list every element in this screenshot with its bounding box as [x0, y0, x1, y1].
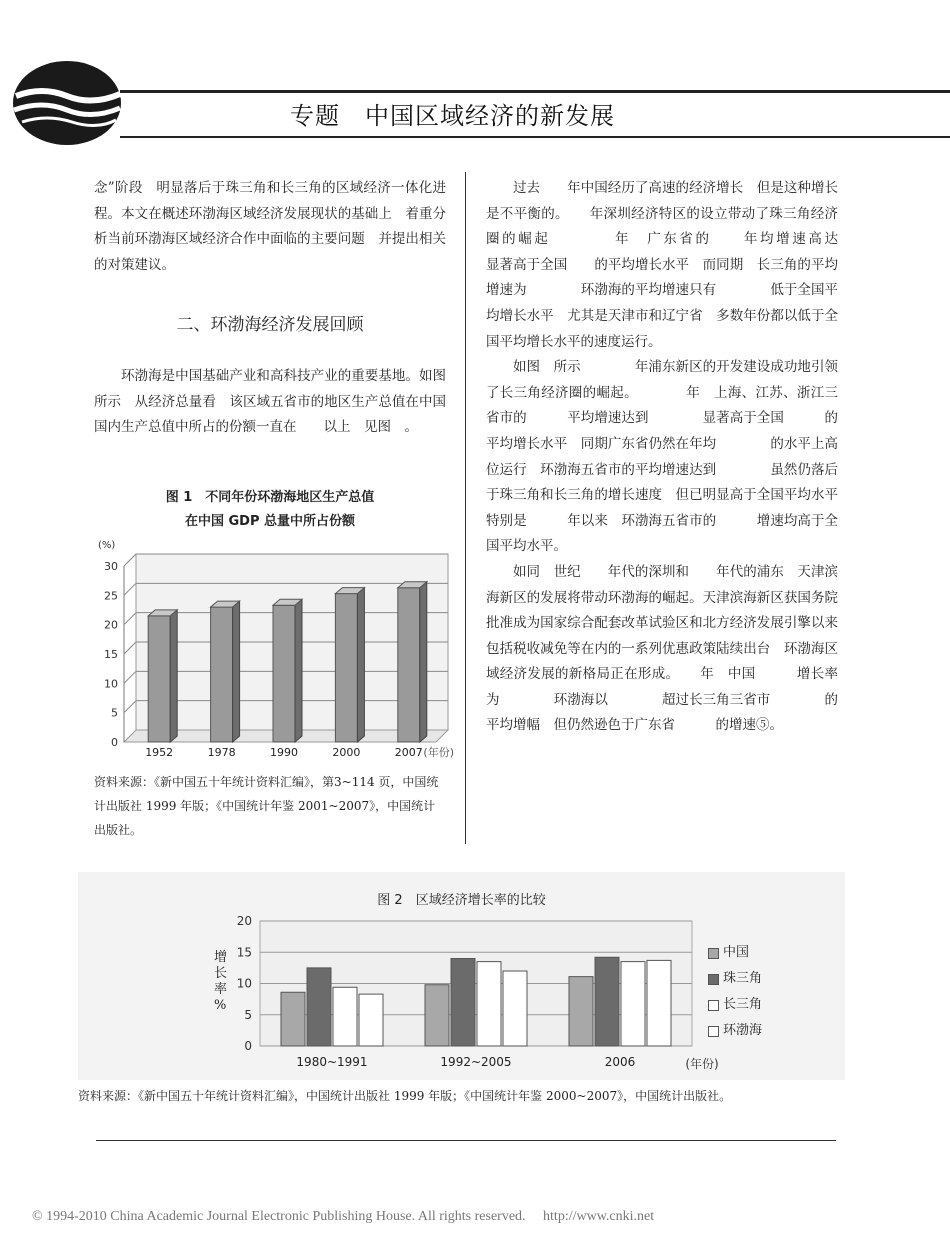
figure1-bar	[148, 616, 170, 742]
figure2-ylabel: 增长率 %	[214, 950, 228, 1013]
figure1-title	[94, 486, 446, 534]
figure1-xtick: 1978	[207, 746, 236, 759]
figure2-source: 资料来源：《新中国五十年统计资料汇编》，中国统计出版社 1999 年版；《中国统计年鉴 2000~2007》，中国统计出版社。	[78, 1089, 732, 1103]
figure2-bar	[647, 960, 671, 1046]
figure1-bar-side	[170, 610, 177, 742]
legend-label: 环渤海	[723, 1023, 763, 1038]
figure1-gridline-diag	[124, 583, 136, 595]
figure2-legend-item	[708, 940, 762, 966]
figure2-ytick: 20	[236, 914, 252, 928]
figure1-bar	[211, 607, 233, 742]
figure2-xtick: 1992~2005	[440, 1055, 512, 1069]
figure2-bar	[425, 985, 449, 1046]
figure1-ytick: 10	[104, 677, 118, 691]
page-title: 专题 中国区域经济的新发展	[290, 102, 615, 130]
figure1-chart	[94, 536, 454, 766]
figure2-ytick: 15	[236, 945, 252, 960]
figure2-bar	[359, 994, 383, 1046]
figure2-chart	[210, 912, 770, 1080]
figure1-source: 资料来源：《新中国五十年统计资料汇编》，第3~114 页，中国统计出版社 1999 年版；《中国统计年鉴 2001~2007》，中国统计出版社。	[94, 775, 439, 837]
figure1-bar-side	[295, 599, 302, 742]
figure1-gridline-diag	[124, 642, 136, 654]
right-paragraph-3: 如同 世纪 年代的深圳和 年代的浦东 天津滨海新区的发展将带动环渤海的崛起。天津滨海新区获国务院批准成为国家综合配套改革试验区和北方经济发展引擎以来 包括税收减免等在内的一系列优惠政策陆续出台 环渤海区域经济发展的新格局正在形成。 年 中国 增长率为 环渤海以 超过长三角三省市 的平均增幅 但仍然逊色于广东省 的增速⑤。	[486, 563, 852, 734]
figure1-gridline-diag	[124, 671, 136, 683]
figure1-ytick: 0	[111, 736, 118, 749]
figure2-bar	[307, 968, 331, 1046]
figure1-ytick: 15	[104, 648, 118, 661]
legend-label: 长三角	[723, 997, 763, 1012]
figure1-ytick: 30	[104, 560, 118, 573]
figure1-title-line2: 在中国 GDP 总量中所占份额	[184, 514, 356, 529]
figure2-legend-item	[708, 992, 762, 1018]
figure1-bar	[398, 588, 420, 742]
figure1-bar	[335, 594, 357, 742]
figure1-xtick: 1990	[270, 746, 298, 759]
legend-swatch	[708, 1026, 719, 1037]
figure2-ytick: 0	[244, 1039, 252, 1053]
figure2-bar	[621, 962, 645, 1046]
right-paragraph-1: 过去 年中国经历了高速的经济增长 但是这种增长是不平衡的。 年深圳经济特区的设立带动了珠三角经济圈的崛起 年 广东省的 年均增速高达 显著高于全国 的平均增长水平 而同期 长三角的平均增速为 环渤海的平均增速只有 低于全国平均增长水平 尤其是天津市和辽宁省 多数年份都以低于全国平均增长水平的速度运行。	[486, 180, 892, 350]
legend-label: 中国	[723, 945, 750, 960]
figure1-bar-side	[420, 582, 427, 742]
legend-swatch	[708, 1000, 719, 1011]
legend-swatch	[708, 948, 719, 959]
left-column-2	[94, 364, 460, 441]
figure2-legend-item	[708, 966, 762, 992]
figure1-gridline-diag	[124, 701, 136, 713]
figure1-gridline-diag	[124, 613, 136, 625]
figure1-xlabel: (年份)	[423, 746, 454, 759]
left-paragraph-1: 念”阶段 明显落后于珠三角和长三角的区域经济一体化进程。本文在概述环渤海区域经济发展现状的基础上 着重分析当前环渤海区域经济合作中面临的主要问题 并提出相关的对策建议。	[94, 180, 446, 273]
left-paragraph-2: 环渤海是中国基础产业和高科技产业的重要基地。如图 所示 从经济总量看 该区域五省市的地区生产总值在中国国内生产总值中所占的份额一直在 以上 见图 。	[94, 368, 460, 436]
legend-label: 珠三角	[723, 971, 763, 986]
figure2-xtick: 2006	[604, 1055, 636, 1069]
figure1-ytick: 25	[104, 589, 118, 603]
section-heading: 二、环渤海经济发展回顾	[176, 315, 364, 335]
figure2-bar	[569, 977, 593, 1046]
figure1-xtick: 1952	[145, 746, 174, 759]
figure2-legend-item	[708, 1018, 762, 1044]
column-divider	[465, 172, 466, 844]
figure2-legend	[708, 940, 762, 1044]
figure2-bar	[595, 957, 619, 1046]
left-column	[94, 176, 446, 278]
figure2-ytick: 10	[236, 976, 252, 991]
figure1-xtick: 2000	[332, 746, 361, 759]
bottom-rule	[96, 1140, 836, 1141]
right-column	[486, 176, 892, 739]
figure1-title-line1: 图 1 不同年份环渤海地区生产总值	[165, 490, 375, 505]
figure2-bar	[503, 971, 527, 1046]
header-rule-top	[120, 90, 950, 93]
figure1-bar	[273, 605, 295, 742]
figure2-bar	[451, 959, 475, 1047]
figure2-ytick: 5	[244, 1007, 252, 1022]
figure2-bar	[281, 992, 305, 1046]
figure1-ytick: 5	[111, 706, 118, 720]
figure2-bar	[477, 962, 501, 1046]
figure1-bar-side	[357, 588, 364, 742]
figure1-xtick: 2007	[394, 746, 423, 759]
figure2-bar	[333, 987, 357, 1046]
header-rule-bottom	[120, 136, 950, 138]
legend-swatch	[708, 974, 719, 985]
copyright-footer: © 1994-2010 China Academic Journal Electronic Publishing House. All rights reserved. http://www.cnki.net	[32, 1209, 655, 1224]
figure2-xtick: 1980~1991	[296, 1055, 368, 1069]
figure1-ytick: 20	[104, 618, 118, 632]
right-paragraph-2: 如图 所示 年浦东新区的开发建设成功地引领了长三角经济圈的崛起。 年 上海、江苏、浙江三省市的 平均增速达到 显著高于全国 的平均增长水平 同期广东省仍然在年均 的水平上高位运行 环渤海五省市的平均增速达到 虽然仍落后于珠三角和长三角的增长速度 但已明显高于全国平均水平 特别是 年以来 环渤海五省市的 增速均高于全国平均水平。	[486, 359, 852, 555]
figure2-xlabel: (年份)	[685, 1057, 719, 1071]
journal-logo-icon	[12, 60, 122, 146]
figure1-ylabel: (%)	[98, 540, 116, 551]
figure1-bar-side	[233, 601, 240, 742]
figure1-gridline-diag	[124, 554, 136, 566]
figure2-title: 图 2 区域经济增长率的比较	[377, 893, 546, 908]
